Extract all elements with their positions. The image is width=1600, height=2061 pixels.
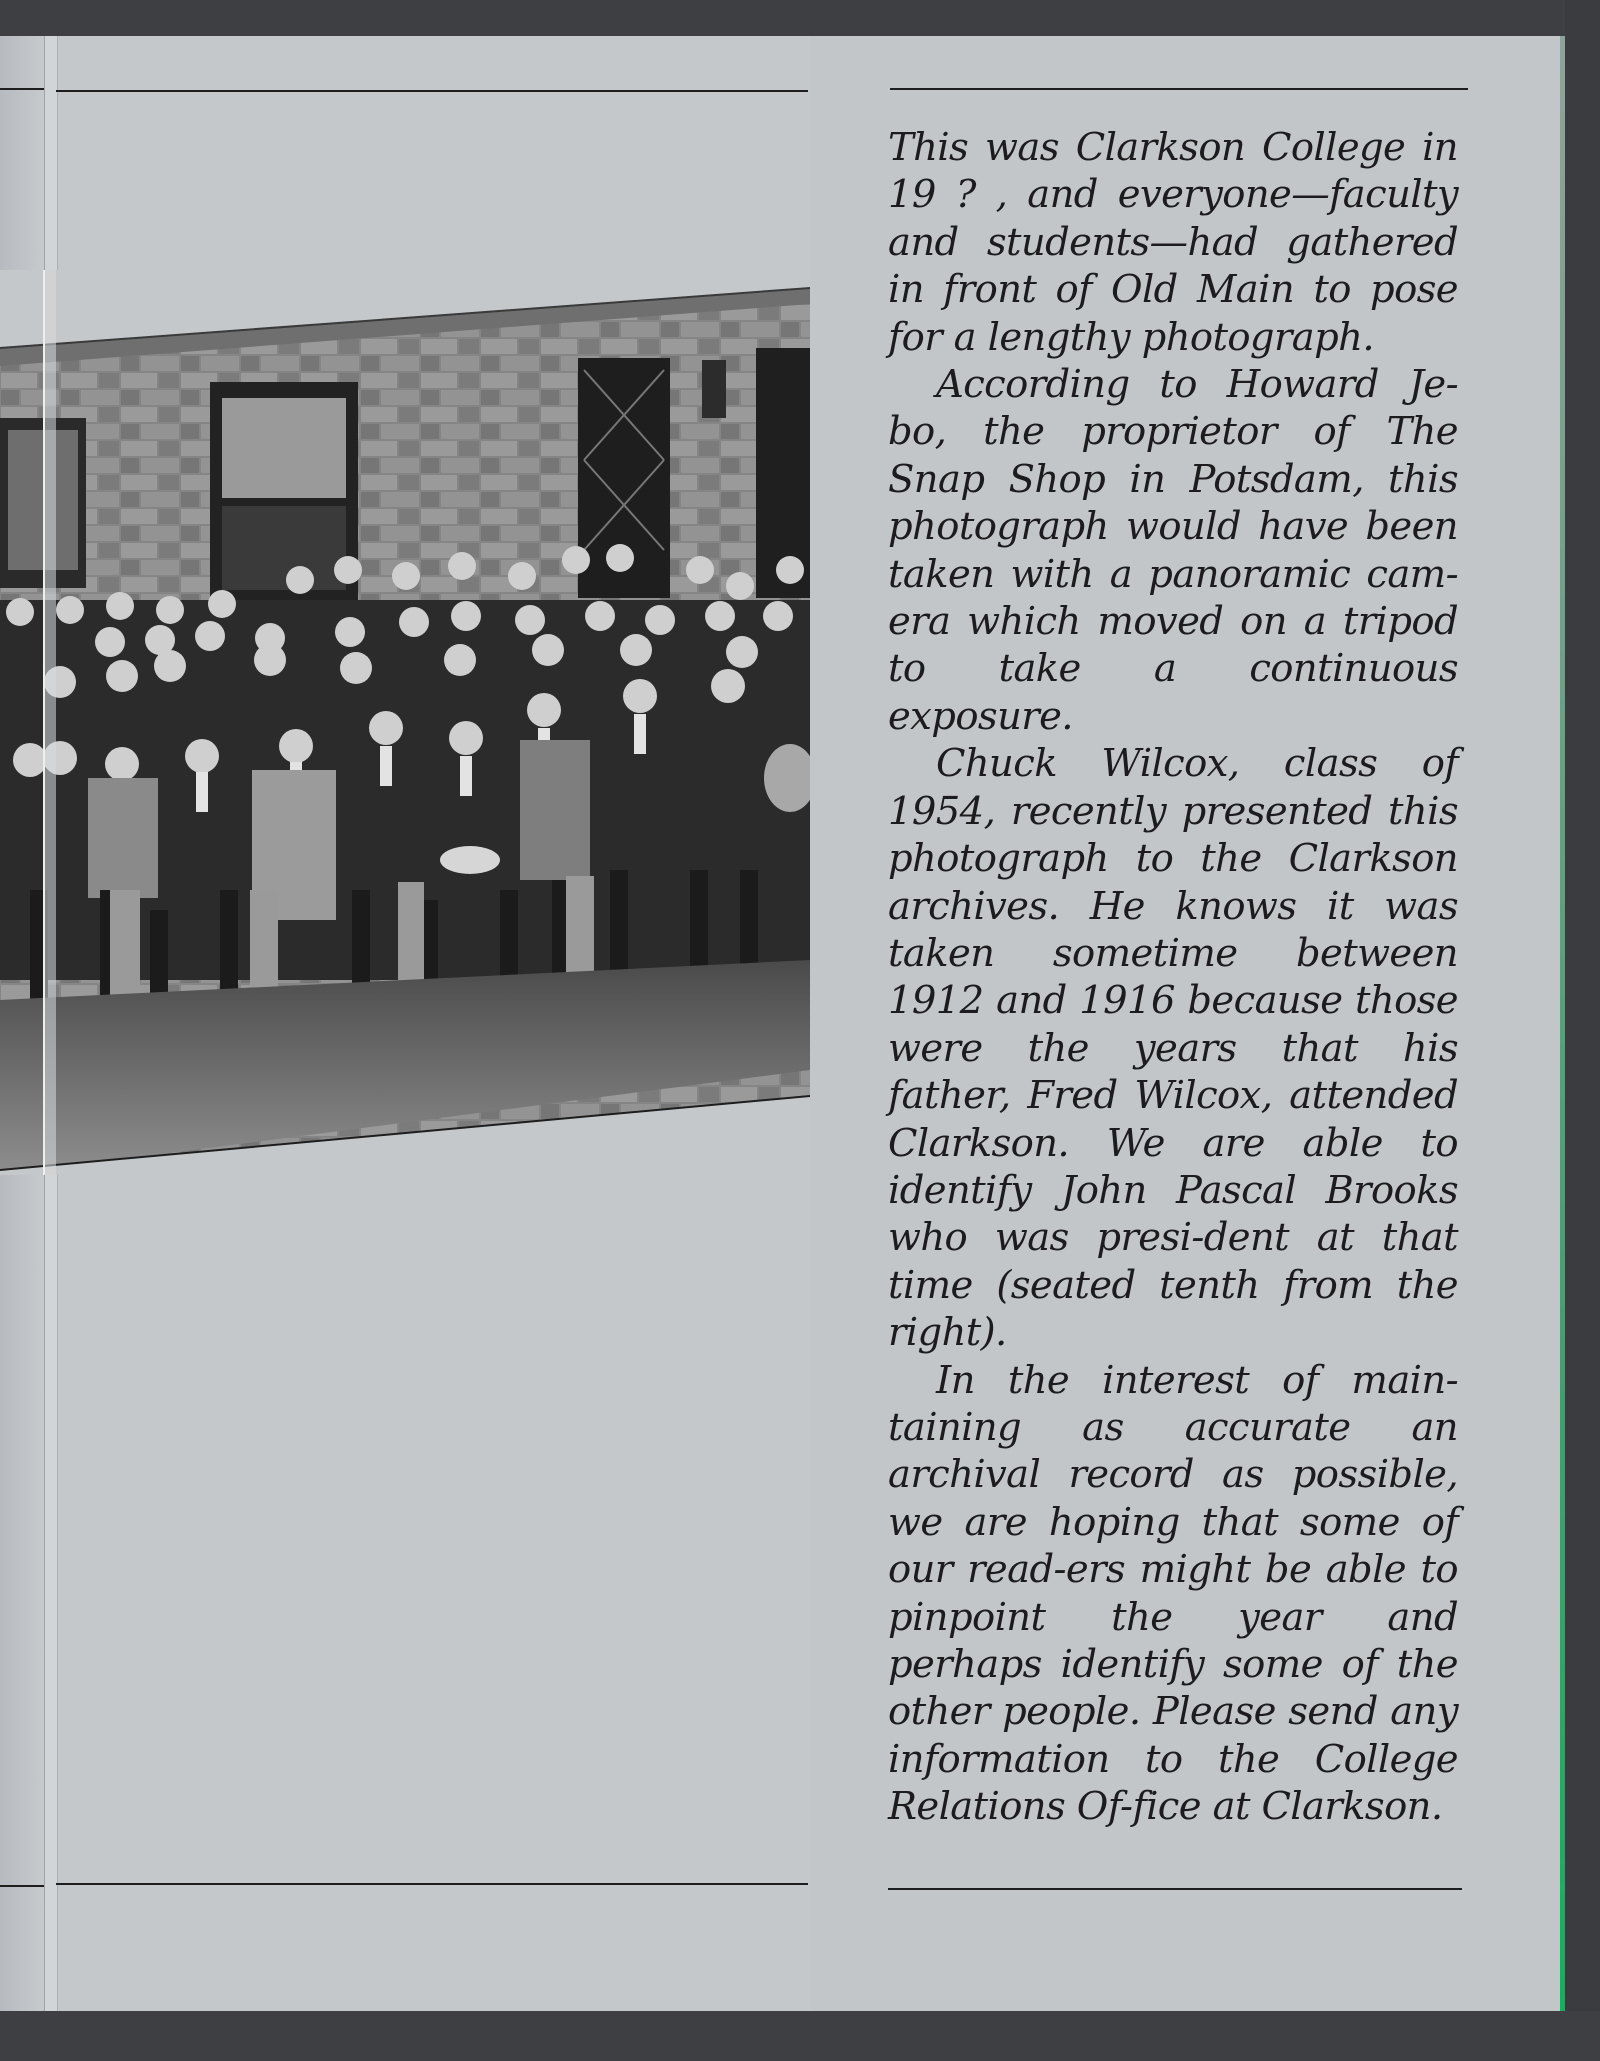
paragraph-2: According to Howard Je-bo, the proprietor of The Snap Shop in Potsdam, this photograph would have been taken with a panoramic cam-era which moved on a tripod to take a continuous exposure. — [888, 362, 1458, 739]
top-rule-edge — [0, 88, 44, 90]
article-body — [888, 124, 1458, 1831]
top-rule-left — [56, 90, 808, 92]
paragraph-4: In the interest of main-taining as accurate an archival record as possible, we are hoping that some of our read-ers might be able to pinpoint the year and perhaps identify some of the other people. Please send any information to the College Relations Of-fice at Clarkson. — [888, 1357, 1458, 1830]
scan-background-right — [1565, 0, 1600, 2061]
bottom-rule-edge — [0, 1885, 44, 1887]
bottom-rule-right — [888, 1888, 1462, 1890]
paragraph-1: This was Clarkson College in 19 ? , and everyone—faculty and students—had gathered in front of Old Main to pose for a lengthy photograph. — [888, 125, 1458, 360]
bottom-rule-left — [56, 1883, 808, 1885]
scan-background-bottom — [0, 2011, 1600, 2061]
group-photograph — [0, 270, 810, 1175]
paragraph-3: Chuck Wilcox, class of 1954, recently presented this photograph to the Clarkson archives. He knows it was taken sometime between 1912 and 1916 because those were the years that his father, Fred Wilcox, attended Clarkson. We are able to identify John Pascal Brooks who was presi-dent at that time (seated tenth from the right). — [888, 741, 1458, 1356]
photograph-image — [0, 270, 810, 1175]
scan-background-top — [0, 0, 1600, 36]
top-rule-right — [890, 88, 1468, 90]
